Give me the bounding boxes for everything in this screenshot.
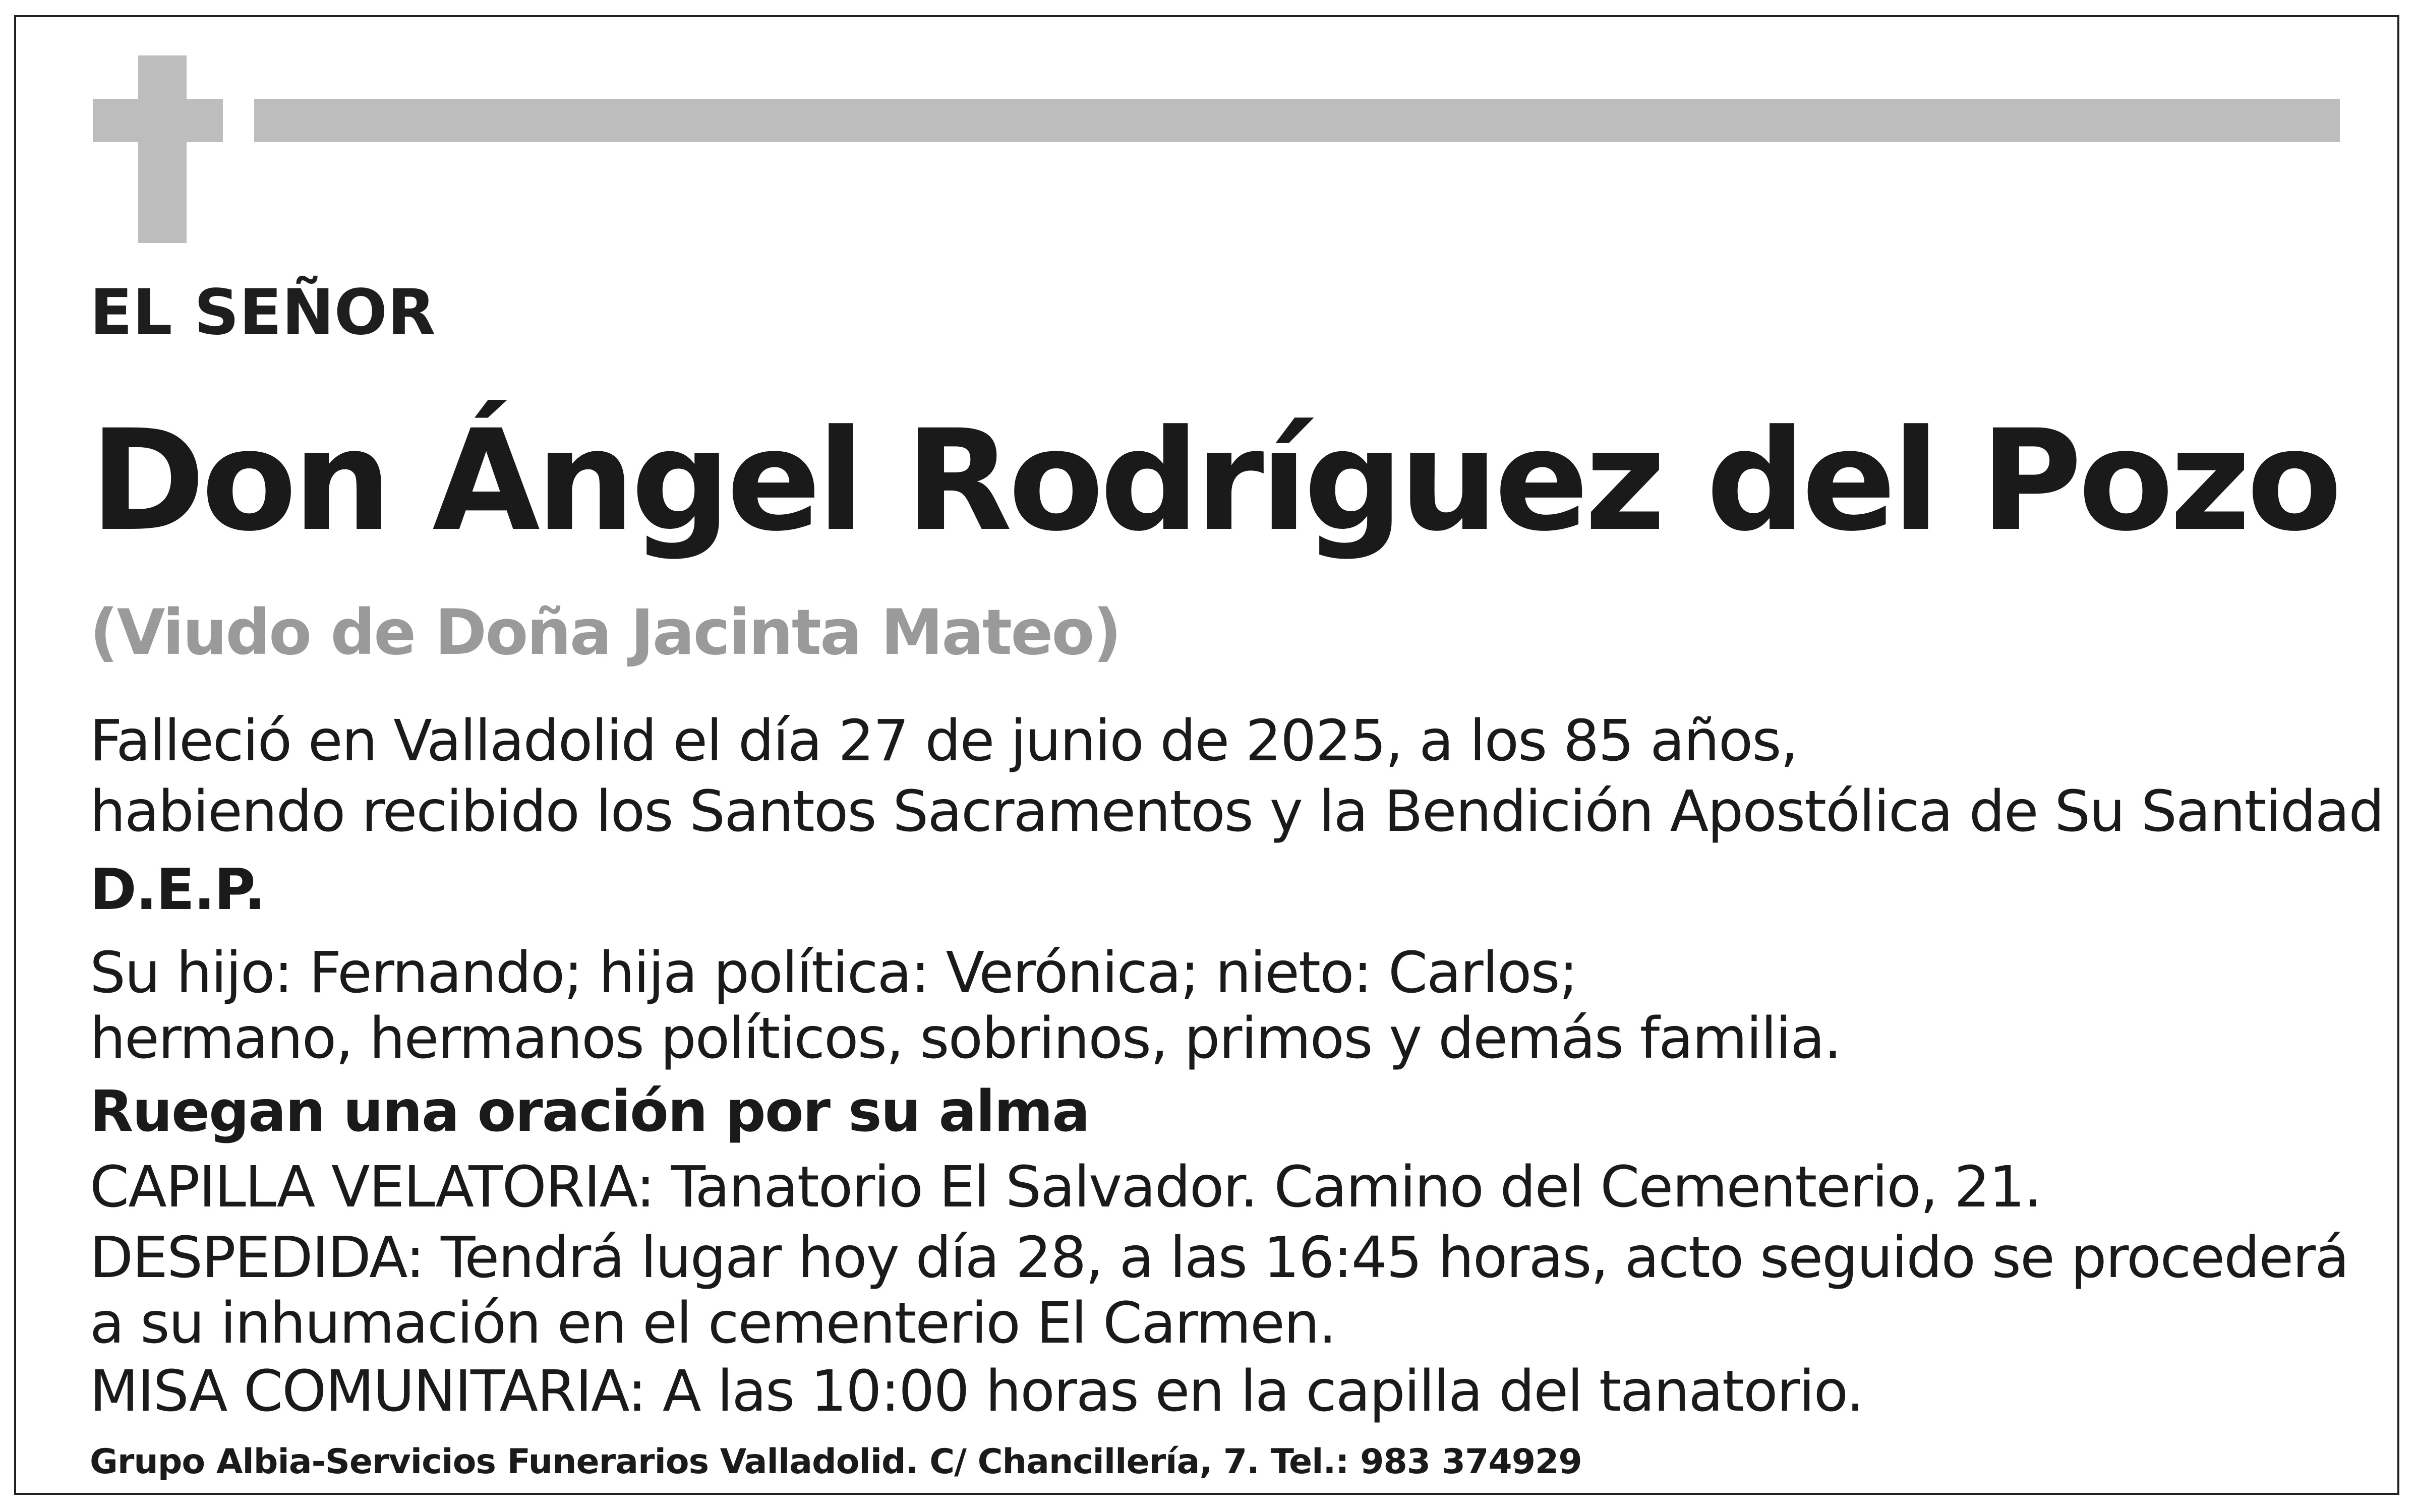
cross-horizontal-bar [93,99,223,142]
honorific: EL SEÑOR [90,276,436,349]
chapel-info: CAPILLA VELATORIA: Tanatorio El Salvador. Camino del Cementerio, 21. [90,1155,2041,1220]
mass-info: MISA COMUNITARIA: A las 10:00 horas en la capilla del tanatorio. [90,1359,1863,1424]
cross-vertical-bar [138,55,187,243]
widow-note: (Viudo de Doña Jacinta Mateo) [90,596,1121,669]
farewell-line-2: a su inhumación en el cementerio El Carmen. [90,1291,1336,1356]
family-line-2: hermano, hermanos políticos, sobrinos, primos y demás familia. [90,1006,1841,1071]
death-line-1: Falleció en Valladolid el día 27 de junio de 2025, a los 85 años, [90,708,1798,774]
rip-abbreviation: D.E.P. [90,857,265,923]
death-line-2: habiendo recibido los Santos Sacramentos y la Bendición Apostólica de Su Santidad [90,779,2384,844]
prayer-request: Ruegan una oración por su alma [90,1079,1089,1144]
family-line-1: Su hijo: Fernando; hija política: Verónica; nieto: Carlos; [90,940,1577,1006]
funeral-home-footer: Grupo Albia-Servicios Funerarios Valladolid. C/ Chancillería, 7. Tel.: 983 374929 [90,1442,1582,1482]
farewell-line-1: DESPEDIDA: Tendrá lugar hoy día 28, a las 16:45 horas, acto seguido se procederá [90,1225,2348,1291]
header-divider-bar [254,99,2340,142]
deceased-name: Don Ángel Rodríguez del Pozo [90,400,2338,562]
